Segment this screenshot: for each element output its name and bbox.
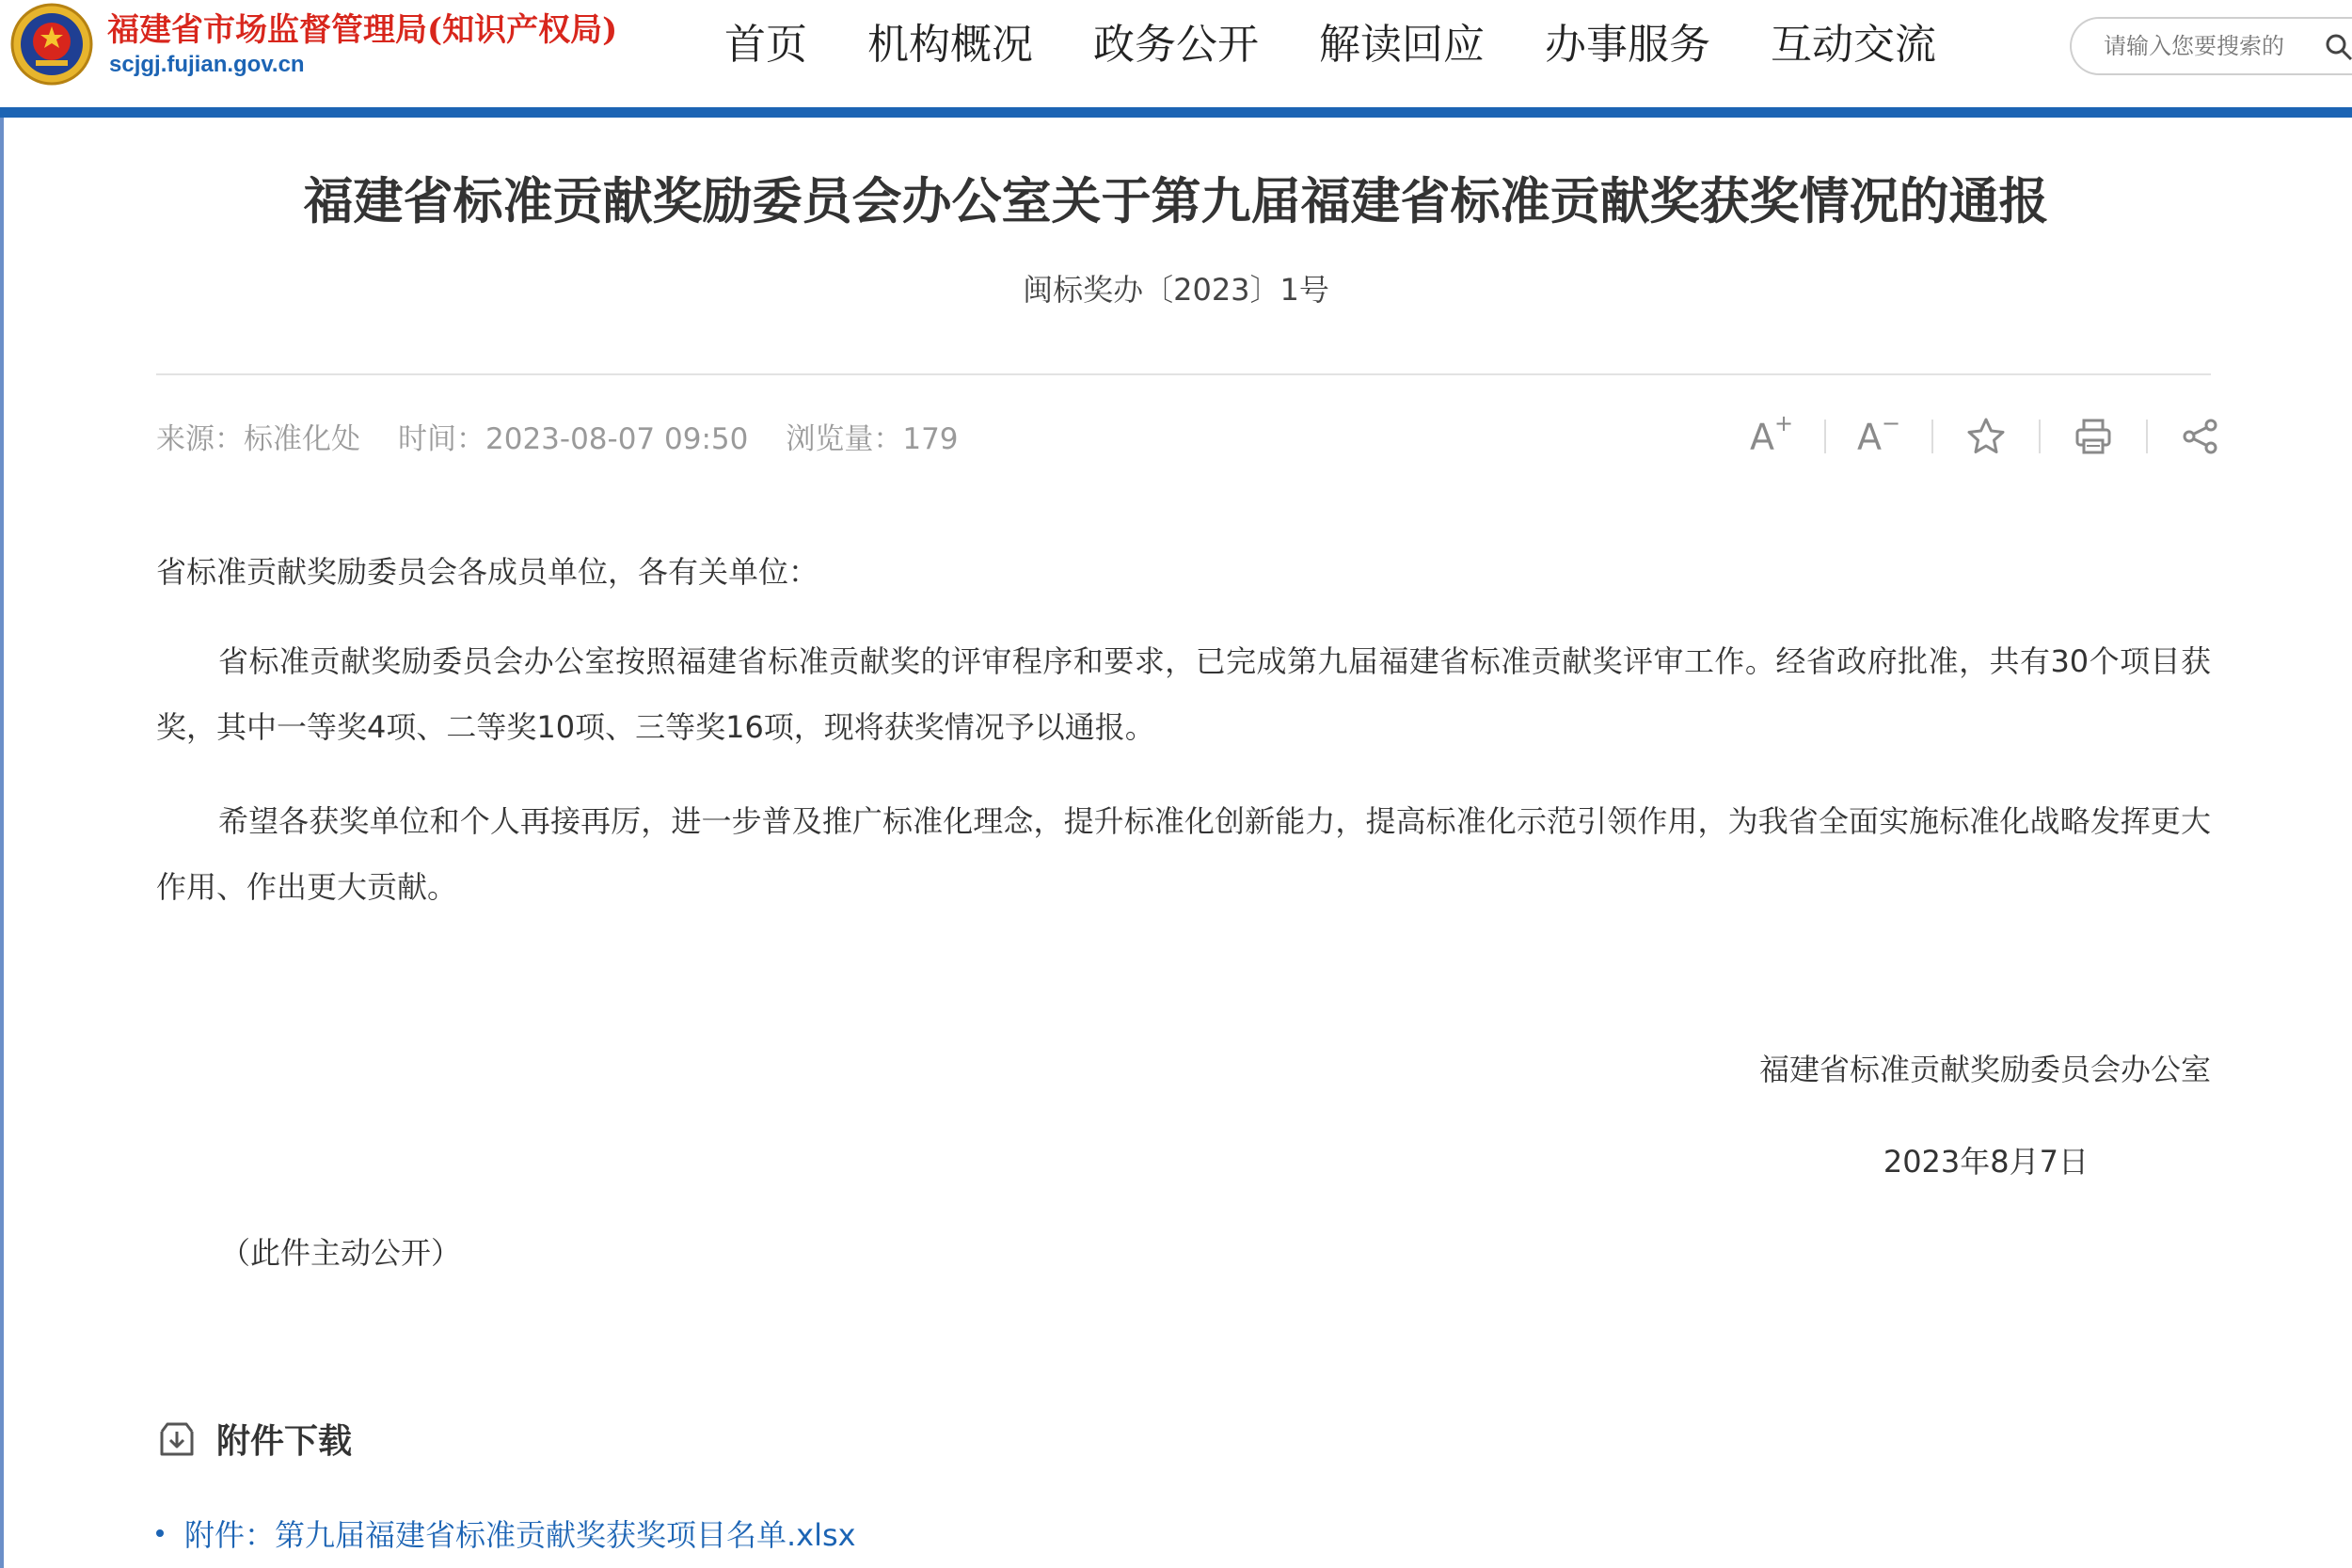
share-button[interactable]: [2174, 410, 2227, 463]
nav-item-interpretation[interactable]: 解读回应: [1319, 21, 1485, 69]
signature-organization: 福建省标准贡献奖励委员会办公室: [1758, 1052, 2211, 1087]
toolbar-separator: [2146, 420, 2148, 453]
document-number: 闽标奖办〔2023〕1号: [1023, 272, 1329, 308]
attachment-link[interactable]: [156, 1512, 856, 1555]
content-frame-border: [0, 118, 4, 1568]
article-meta: [156, 415, 996, 457]
share-icon: [2180, 416, 2221, 457]
nav-item-public-affairs[interactable]: 政务公开: [1093, 21, 1259, 69]
nav-item-interaction[interactable]: 互动交流: [1771, 21, 1936, 69]
site-name[interactable]: 福建省市场监督管理局(知识产权局): [107, 11, 618, 49]
meta-time: 时间：2023-08-07 09:50: [398, 422, 749, 456]
nav-item-home[interactable]: 首页: [724, 21, 807, 69]
toolbar-separator: [1931, 420, 1933, 453]
police-emblem-icon[interactable]: [9, 2, 94, 87]
site-header: [0, 0, 2352, 107]
print-button[interactable]: [2067, 410, 2120, 463]
title-divider: [156, 373, 2211, 375]
toolbar-separator: [2039, 420, 2041, 453]
font-increase-icon: A+: [1749, 409, 1794, 458]
meta-views: 浏览量：179: [786, 422, 959, 456]
star-icon: [1965, 416, 2007, 457]
search-icon[interactable]: [2324, 32, 2352, 62]
bullet-icon: [156, 1529, 164, 1537]
favorite-button[interactable]: [1960, 410, 2012, 463]
font-decrease-button[interactable]: [1852, 410, 1905, 463]
toolbar-separator: [1824, 420, 1826, 453]
search-input[interactable]: [2102, 32, 2299, 60]
main-nav: [724, 17, 1996, 73]
header-divider: [0, 107, 2352, 118]
article-title: 福建省标准贡献奖励委员会办公室关于第九届福建省标准贡献奖获奖情况的通报: [303, 173, 2049, 230]
search-box: [2070, 17, 2352, 75]
printer-icon: [2073, 416, 2114, 457]
article-paragraph: 希望各获奖单位和个人再接再厉，进一步普及推广标准化理念，提升标准化创新能力，提高标准化示范引领作用，为我省全面实施标准化战略发挥更大作用、作出更大贡献。: [156, 803, 2211, 905]
article-toolbar: [1745, 410, 2227, 463]
signature-date: 2023年8月7日: [1883, 1144, 2089, 1180]
nav-item-services[interactable]: 办事服务: [1545, 21, 1710, 69]
meta-source: 来源：标准化处: [156, 422, 360, 456]
download-icon: [156, 1418, 198, 1460]
font-increase-button[interactable]: [1745, 410, 1798, 463]
article-salutation: 省标准贡献奖励委员会各成员单位，各有关单位：: [156, 554, 819, 590]
font-decrease-icon: A−: [1856, 409, 1901, 458]
attachment-link-label[interactable]: 附件：第九届福建省标准贡献奖获奖项目名单.xlsx: [184, 1517, 856, 1553]
nav-item-about[interactable]: 机构概况: [867, 21, 1033, 69]
disclosure-note: （此件主动公开）: [220, 1235, 462, 1271]
attachments-heading: [156, 1415, 352, 1463]
attachments-title: 附件下载: [216, 1422, 353, 1461]
site-domain[interactable]: scjgj.fujian.gov.cn: [109, 52, 305, 77]
article-paragraph: 省标准贡献奖励委员会办公室按照福建省标准贡献奖的评审程序和要求，已完成第九届福建省标准贡献奖评审工作。经省政府批准，共有30个项目获奖，其中一等奖4项、二等奖10项、三等奖16项，现将获奖情况予以通报。: [156, 643, 2211, 745]
